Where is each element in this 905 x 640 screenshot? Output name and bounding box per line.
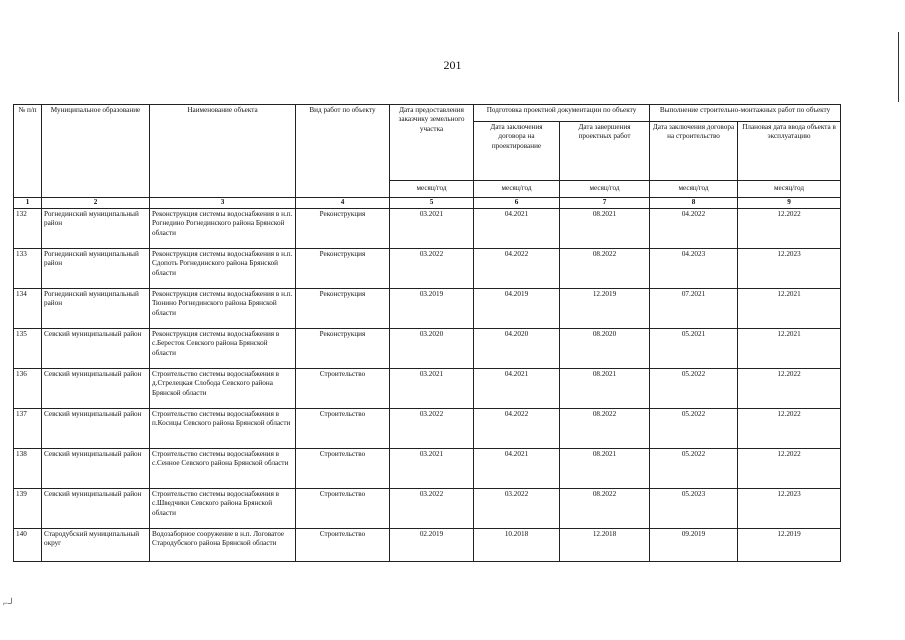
row-design-end: 08.2022 (560, 489, 650, 529)
row-municipality: Рогнединский муниципальный район (42, 289, 150, 329)
table-row (14, 329, 841, 369)
table-row (14, 369, 841, 409)
row-design-end: 08.2021 (560, 369, 650, 409)
row-land-date: 03.2021 (390, 369, 474, 409)
row-work: Реконструкция (296, 249, 390, 289)
row-land-date: 03.2021 (390, 449, 474, 489)
column-number: 6 (474, 198, 560, 209)
row-work: Строительство (296, 489, 390, 529)
row-work: Реконструкция (296, 209, 390, 249)
row-object: Реконструкция системы водоснабжения в н.п. Рогнедино Рогнединского района Брянской области (150, 209, 296, 249)
row-land-date: 03.2022 (390, 409, 474, 449)
row-number: 139 (14, 489, 42, 529)
row-municipality: Севский муниципальный район (42, 329, 150, 369)
row-commission: 12.2019 (738, 529, 841, 562)
row-land-date: 02.2019 (390, 529, 474, 562)
column-number: 7 (560, 198, 650, 209)
table-row (14, 289, 841, 329)
row-design-contract: 04.2021 (474, 209, 560, 249)
row-constr-contract: 05.2022 (650, 449, 738, 489)
row-design-contract: 04.2021 (474, 449, 560, 489)
header-work: Вид работ по объекту (296, 105, 390, 198)
header-design-contract: Дата заключения договора на проектирование (474, 122, 560, 181)
header-object: Наименование объекта (150, 105, 296, 198)
header-constr-contract: Дата заключения договора на строительство (650, 122, 738, 181)
row-design-contract: 03.2022 (474, 489, 560, 529)
row-design-end: 08.2021 (560, 449, 650, 489)
header-unit: месяц/год (650, 181, 738, 198)
header-land-date: Дата предоставления заказчику земельного участка (390, 105, 474, 181)
row-object: Строительство системы водоснабжения в д.Стрелецкая Слобода Севского района Брянской области (150, 369, 296, 409)
column-number: 8 (650, 198, 738, 209)
header-unit: месяц/год (390, 181, 474, 198)
row-design-end: 08.2021 (560, 209, 650, 249)
row-number: 136 (14, 369, 42, 409)
row-design-end: 08.2022 (560, 249, 650, 289)
column-number: 2 (42, 198, 150, 209)
row-work: Реконструкция (296, 289, 390, 329)
row-commission: 12.2022 (738, 369, 841, 409)
row-design-end: 12.2018 (560, 529, 650, 562)
table-row (14, 409, 841, 449)
table-row (14, 249, 841, 289)
row-number: 132 (14, 209, 42, 249)
row-municipality: Рогнединский муниципальный район (42, 249, 150, 289)
header-municipality: Муниципальное образование (42, 105, 150, 198)
header-group-design: Подготовка проектной документации по объекту (474, 105, 650, 122)
row-municipality: Севский муниципальный район (42, 449, 150, 489)
row-commission: 12.2022 (738, 449, 841, 489)
row-commission: 12.2021 (738, 289, 841, 329)
header-unit: месяц/год (560, 181, 650, 198)
row-design-contract: 04.2022 (474, 409, 560, 449)
column-number: 5 (390, 198, 474, 209)
scan-mark: ⌐┘ (3, 598, 15, 608)
row-work: Строительство (296, 369, 390, 409)
row-land-date: 03.2019 (390, 289, 474, 329)
row-number: 137 (14, 409, 42, 449)
row-design-contract: 04.2020 (474, 329, 560, 369)
row-number: 134 (14, 289, 42, 329)
row-constr-contract: 07.2021 (650, 289, 738, 329)
header-unit: месяц/год (474, 181, 560, 198)
row-work: Строительство (296, 449, 390, 489)
row-design-end: 08.2020 (560, 329, 650, 369)
page-number: 201 (443, 58, 462, 72)
header-unit: месяц/год (738, 181, 841, 198)
header-no: № п/п (14, 105, 42, 198)
row-design-end: 08.2022 (560, 409, 650, 449)
row-number: 133 (14, 249, 42, 289)
table-row (14, 209, 841, 249)
table-row (14, 489, 841, 529)
row-design-contract: 10.2018 (474, 529, 560, 562)
row-constr-contract: 05.2023 (650, 489, 738, 529)
row-constr-contract: 05.2022 (650, 409, 738, 449)
row-municipality: Стародубский муниципальный округ (42, 529, 150, 562)
row-land-date: 03.2021 (390, 209, 474, 249)
header-design-end: Дата завершения проектных работ (560, 122, 650, 181)
row-municipality: Севский муниципальный район (42, 489, 150, 529)
column-number: 9 (738, 198, 841, 209)
row-work: Реконструкция (296, 329, 390, 369)
column-number: 4 (296, 198, 390, 209)
row-land-date: 03.2020 (390, 329, 474, 369)
header-group-construction: Выполнение строительно-монтажных работ по объекту (650, 105, 841, 122)
row-object: Водозаборное сооружение в н.п. Логоватое Стародубского района Брянской области (150, 529, 296, 562)
table-row (14, 529, 841, 562)
row-number: 138 (14, 449, 42, 489)
row-number: 140 (14, 529, 42, 562)
row-land-date: 03.2022 (390, 249, 474, 289)
row-municipality: Рогнединский муниципальный район (42, 209, 150, 249)
row-constr-contract: 09.2019 (650, 529, 738, 562)
row-design-contract: 04.2019 (474, 289, 560, 329)
row-design-contract: 04.2021 (474, 369, 560, 409)
header-commission: Плановая дата ввода объекта в эксплуатацию (738, 122, 841, 181)
table-row (14, 449, 841, 489)
row-object: Строительство системы водоснабжения в п.Косицы Севского района Брянской области (150, 409, 296, 449)
row-design-end: 12.2019 (560, 289, 650, 329)
row-commission: 12.2023 (738, 249, 841, 289)
row-object: Реконструкция системы водоснабжения в с.Бересток Севского района Брянской области (150, 329, 296, 369)
row-object: Реконструкция системы водоснабжения в н.п. Тюнино Рогнединского района Брянской области (150, 289, 296, 329)
row-constr-contract: 04.2023 (650, 249, 738, 289)
row-commission: 12.2022 (738, 209, 841, 249)
row-constr-contract: 05.2022 (650, 369, 738, 409)
scan-edge-line (898, 32, 899, 102)
row-number: 135 (14, 329, 42, 369)
row-commission: 12.2021 (738, 329, 841, 369)
column-number: 3 (150, 198, 296, 209)
row-commission: 12.2022 (738, 409, 841, 449)
row-municipality: Севский муниципальный район (42, 409, 150, 449)
row-object: Строительство системы водоснабжения в с.Шведчики Севского района Брянской области (150, 489, 296, 529)
row-design-contract: 04.2022 (474, 249, 560, 289)
row-object: Строительство системы водоснабжения в с.Сенное Севского района Брянской области (150, 449, 296, 489)
row-constr-contract: 05.2021 (650, 329, 738, 369)
row-work: Строительство (296, 409, 390, 449)
row-object: Реконструкция системы водоснабжения в н.п. Сдопоть Рогнединского района Брянской области (150, 249, 296, 289)
column-number: 1 (14, 198, 42, 209)
row-commission: 12.2023 (738, 489, 841, 529)
row-work: Строительство (296, 529, 390, 562)
objects-table (13, 104, 841, 562)
row-land-date: 03.2022 (390, 489, 474, 529)
row-municipality: Севский муниципальный район (42, 369, 150, 409)
row-constr-contract: 04.2022 (650, 209, 738, 249)
